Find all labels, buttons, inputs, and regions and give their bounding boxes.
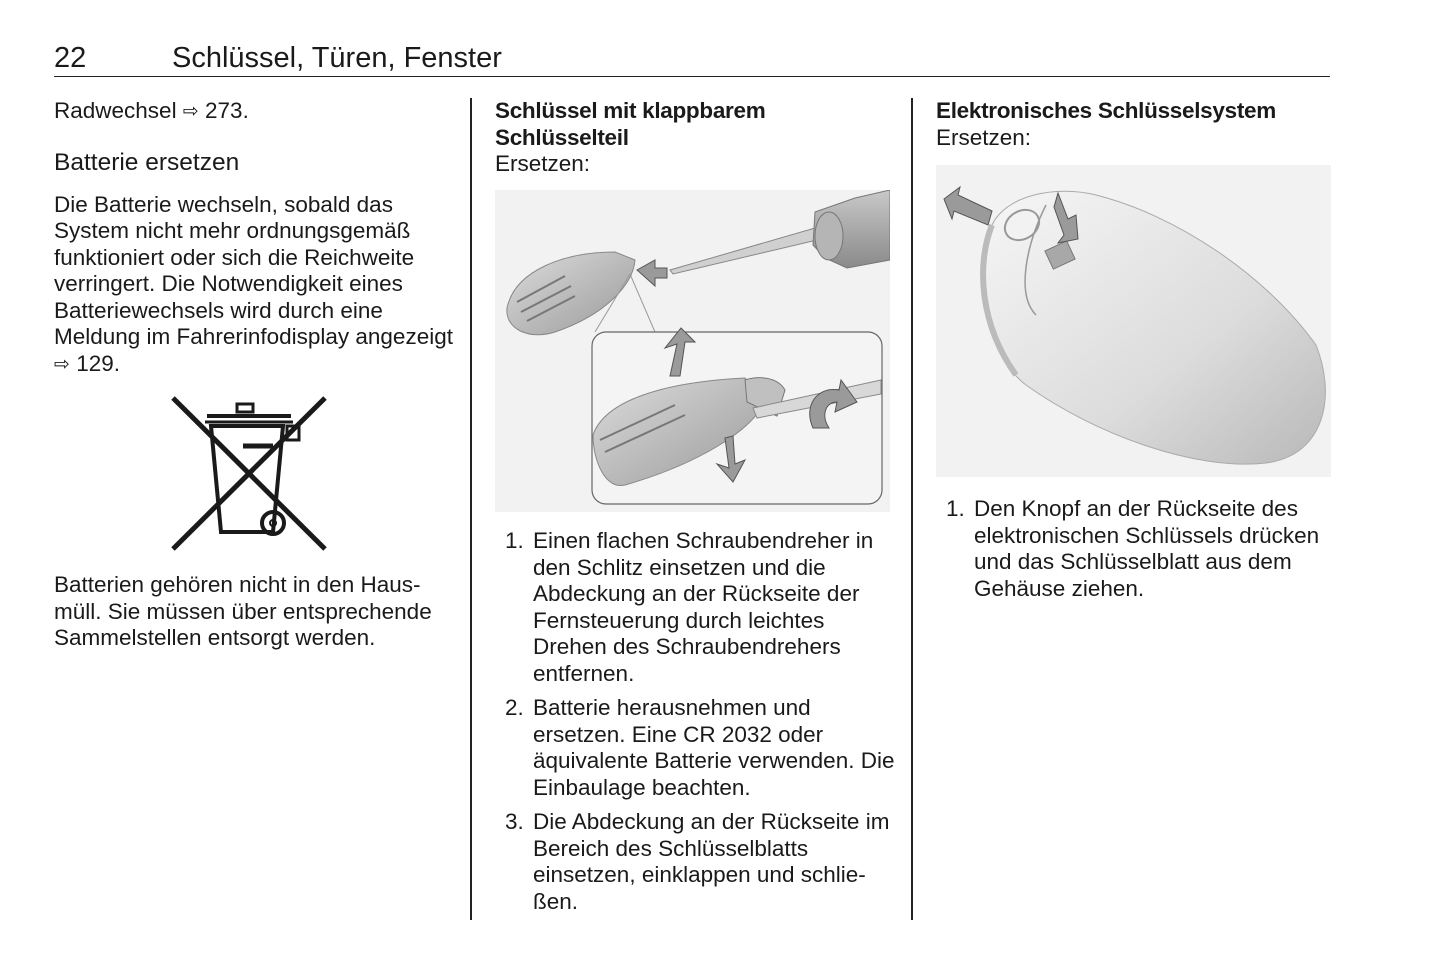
battery-paragraph: [54, 192, 454, 380]
step-number: 1.: [946, 496, 965, 521]
column-battery: [54, 98, 454, 650]
step-text: Den Knopf an der Rückseite des elektronischen Schlüssels drücken und das Schlüsselblatt aus dem Gehäuse ziehen.: [974, 496, 1320, 601]
step-text: Batterie herausnehmen und ersetzen. Eine CR 2032 oder äquivalente Batterie verwenden. Die Einbaulage beachten.: [533, 695, 895, 800]
column-folding-key: [495, 98, 900, 914]
section-subheading: Ersetzen:: [936, 124, 1032, 150]
column-divider: [911, 98, 913, 920]
section-heading: Elektronisches Schlüsselsystem: [936, 98, 1276, 123]
page-reference-arrow-icon: ⇨: [182, 101, 199, 122]
step-number: 3.: [505, 809, 524, 834]
section-heading: Schlüssel mit klappbarem Schlüsselteil: [495, 98, 766, 150]
steps-list: [495, 528, 895, 923]
chapter-title: Schlüssel, Türen, Fenster: [172, 42, 502, 74]
step-text: Die Abdeckung an der Rückseite im Bereich des Schlüsselblatts einsetzen, einklappen und schließen.: [533, 809, 890, 914]
battery-paragraph-text: Die Batterie wechseln, sobald das System nicht mehr ordnungsgemäß funktioniert oder sich die Reichweite verringert. Die Notwendigkeit eines Batteriewechsels wird durch eine Meldung im Fahrerinfodisplay angezeigt: [54, 191, 453, 349]
cross-reference-line: [54, 98, 454, 127]
disposal-paragraph: Batterien gehören nicht in den Hausmüll. Sie müssen über entsprechende Sammelstellen entsorgt werden.: [54, 572, 432, 650]
step-number: 2.: [505, 695, 524, 720]
reference-page[interactable]: 273.: [205, 98, 249, 123]
column-divider: [470, 98, 472, 920]
electronic-key-fob-illustration: [936, 165, 1331, 477]
list-item: [495, 528, 895, 687]
list-item: [495, 809, 895, 915]
key-screwdriver-illustration: [495, 190, 890, 512]
step-text: Einen flachen Schraubendreher in den Schlitz einsetzen und die Abdeckung an der Rückseite der Fernsteuerung durch leichtes Drehen des Schraubendrehers entfernen.: [533, 528, 874, 686]
page-header: [54, 40, 1330, 77]
section-heading: Batterie ersetzen: [54, 148, 240, 176]
column-electronic-key: [936, 98, 1336, 601]
crossed-out-wheelie-bin-icon: [169, 394, 329, 554]
list-item: [936, 496, 1336, 602]
step-number: 1.: [505, 528, 524, 553]
list-item: [495, 695, 895, 801]
page-reference-arrow-icon: ⇨: [54, 353, 70, 375]
steps-list: [936, 496, 1336, 610]
section-subheading: Ersetzen:: [495, 151, 591, 176]
reference-label: Radwechsel: [54, 98, 177, 123]
reference-page[interactable]: 129.: [76, 350, 120, 376]
page-number: 22: [54, 42, 87, 74]
